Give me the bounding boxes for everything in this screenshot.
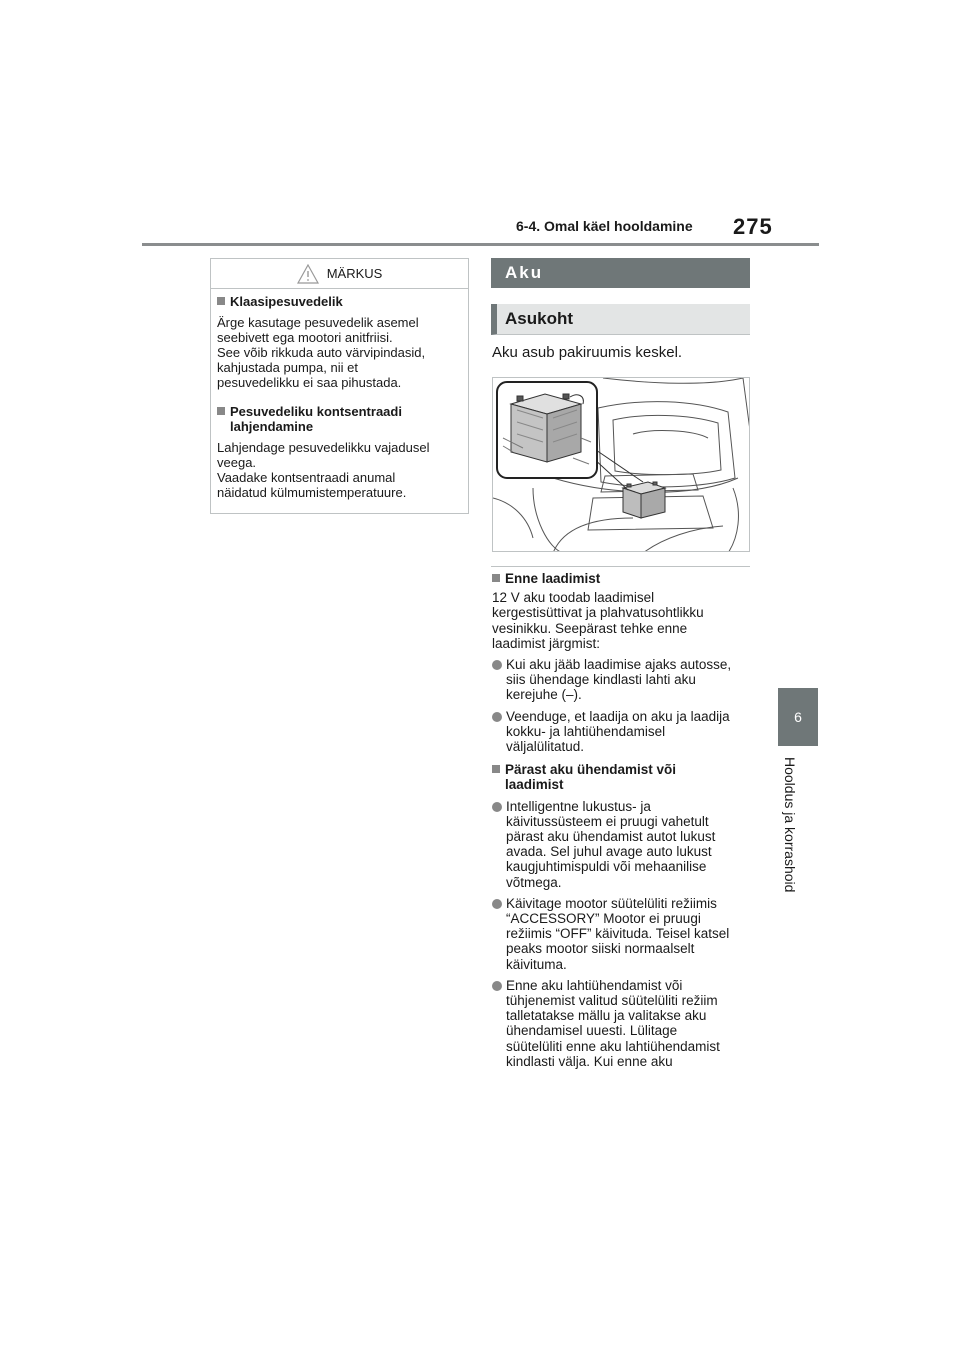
- section-heading-bar: Aku: [491, 258, 750, 288]
- warning-triangle-icon: [297, 264, 319, 284]
- square-bullet-icon: [217, 407, 225, 415]
- paragraph: 12 V aku toodab laadimisel kergestisüttivat ja plahvatusohtlikku vesinikku. Seepärast tehke enne laadimist järgmist:: [492, 590, 704, 651]
- round-bullet-icon: [492, 712, 502, 722]
- intro-text: Aku asub pakiruumis keskel.: [492, 344, 683, 361]
- trunk-battery-illustration: [493, 378, 750, 552]
- battery-instructions: [492, 571, 754, 1069]
- square-bullet-icon: [492, 765, 500, 773]
- list-item: Veenduge, et laadija on aku ja laadija kokku- ja lahtiühendamisel väljalülitatud.: [492, 709, 754, 755]
- chapter-number: 6: [794, 709, 802, 725]
- chapter-title: Hooldus ja korrashoid: [782, 757, 798, 893]
- round-bullet-icon: [492, 660, 502, 670]
- list-item: Käivitage mootor süütelüliti režiimis “ACCESSORY” Mootor ei pruugi režiimis “OFF” käivituda. Teisel katsel peaks mootor siiski normaalselt käivituma.: [492, 896, 754, 972]
- square-bullet-icon: [492, 574, 500, 582]
- notice-paragraph: Ärge kasutage pesuvedelik asemel seebivett ega mootori anitfriisi. See võib rikkuda auto värvipindasid, kahjustada pumpa, nii et pesuvedelikku ei saa pihustada.: [217, 315, 426, 390]
- list-item: Intelligentne lukustus- ja käivitussüsteem ei pruugi vahetult pärast aku ühendamist autot lukust avada. Sel juhul avage auto lukust kaugjuhtimispuldi või mehaanilise võtmega.: [492, 799, 754, 890]
- subsection-heading-bar: Asukoht: [491, 304, 750, 335]
- section-title: 6-4. Omal käel hooldamine: [516, 218, 693, 234]
- notice-heading: Klaasipesuvedelik: [217, 294, 462, 309]
- round-bullet-icon: [492, 802, 502, 812]
- figure-divider: [491, 566, 750, 567]
- chapter-tab[interactable]: [778, 688, 818, 746]
- notice-title: MÄRKUS: [326, 266, 383, 281]
- notice-box: [210, 258, 469, 514]
- page-number: 275: [733, 214, 773, 239]
- notice-header: [211, 259, 468, 289]
- square-bullet-icon: [217, 297, 225, 305]
- subheading-before-charging: Enne laadimist: [492, 571, 754, 586]
- notice-paragraph: Lahjendage pesuvedelikku vajadusel veega. Vaadake kontsentraadi anumal näidatud külmumistemperatuure.: [217, 440, 430, 500]
- header-divider: [142, 243, 819, 246]
- battery-location-figure: [492, 377, 750, 552]
- round-bullet-icon: [492, 899, 502, 909]
- notice-heading: Pesuvedeliku kontsentraadi lahjendamine: [217, 404, 462, 434]
- list-item: Enne aku lahtiühendamist või tühjenemist valitud süütelüliti režiim talletatakse mällu ja valitakse aku ühendamisel uuesti. Lülitage süütelüliti enne aku lahtiühendamist kindlasti välja. Kui enne aku: [492, 978, 754, 1069]
- subheading-after-connecting: Pärast aku ühendamist või laadimist: [492, 762, 754, 792]
- list-item: Kui aku jääb laadimise ajaks autosse, siis ühendage kindlasti lahti aku kerejuhe (–).: [492, 657, 754, 703]
- round-bullet-icon: [492, 981, 502, 991]
